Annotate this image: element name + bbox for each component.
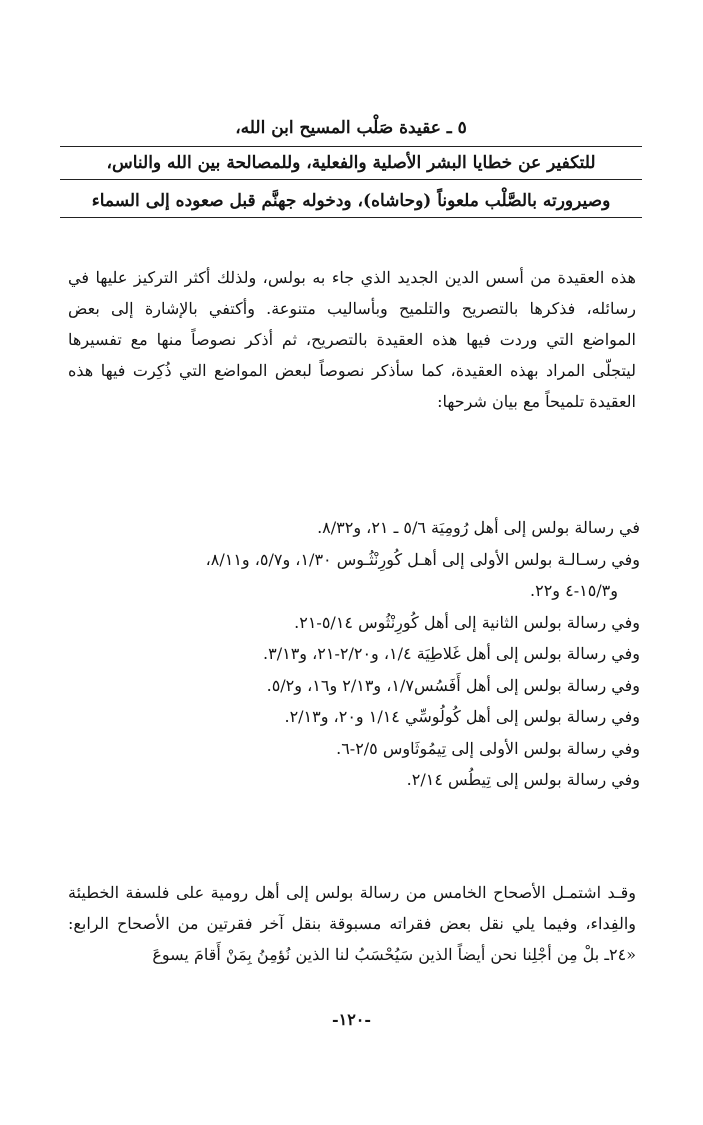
reference-colossians: وفي رسالة بولس إلى أهل كُولُوسِّي ١/١٤ و٢٠، و٢/١٣. (284, 707, 640, 726)
reference-2-corinthians: وفي رسالة بولس الثانية إلى أهل كُورِنْثُوس ٥/١٤-٢١. (294, 612, 640, 632)
references-list (40, 512, 640, 796)
page-number: -١٢٠- (331, 1010, 372, 1029)
reference-galatians: وفي رسالة بولس إلى أهل غَلاطِيَة ١/٤، و٢/٢٠-٢١، و٣/١٣. (263, 644, 640, 663)
reference-ephesians: وفي رسالة بولس إلى أهل أَفَسُس١/٧، و٢/١٣ و١٦، و٥/٢. (266, 675, 640, 695)
section-heading-title: ٥ ـ عقيدة صَلْب المسيح ابن الله، (235, 118, 467, 138)
intro-paragraph: هذه العقيدة من أسس الدين الجديد الذي جاء به بولس، ولذلك أكثر التركيز عليها في رسائله، فذكرها بالتصريح والتلميح وبأساليب متنوعة. وأكتفي بالإشارة إلى بعض المواضع التي وردت فيها هذه العقيدة بالتصريح، ثم أذكر نصوصاً منها مع تفسيرها ليتجلّى المراد بهذه العقيدة، كما سأذكر نصوصاً لبعض المواضع التي ذُكِرت فيها هذه العقيدة تلميحاً مع بيان شرحها: (68, 268, 636, 411)
section-heading-line-3: وصيرورته بالصَّلْب ملعوناً (وحاشاه)، ودخوله جهنَّم قبل صعوده إلى السماء (60, 185, 642, 218)
reference-1-corinthians-continued: و١٥/٣-٤ و٢٢. (530, 581, 618, 600)
reference-1-corinthians: وفي رسـالـة بولس الأولى إلى أهـل كُورِنْثُـوس ١/٣٠، و٥/٧، و٨/١١، (205, 549, 640, 569)
reference-romans: في رسالة بولس إلى أهل رُومِيَة ٥/٦ ـ ٢١، و٨/٣٢. (317, 518, 640, 537)
closing-paragraph: وقـد اشتمـل الأصحاح الخامس من رسالة بولس إلى أهل رومية على فلسفة الخطيئة والفِداء، وفيما يلي نقل بعض فقراته مسبوقة بنقل آخر فقرتين من الأصحاح الرابع: «٢٤ـ بلْ مِن أجْلِنا نحن أيضاً الذين سَيُحْسَبُ لنا الذين نُؤمِنُ بِمَنْ أَقامَ يسوعَ (68, 883, 636, 964)
reference-titus: وفي رسالة بولس إلى تِيطُس ٢/١٤. (406, 770, 640, 789)
section-heading-line-2: للتكفير عن خطايا البشر الأصلية والفعلية، وللمصالحة بين الله والناس، (60, 146, 642, 180)
reference-1-timothy: وفي رسالة بولس الأولى إلى تِيمُوثَاوس ٢/٥-٦. (336, 738, 640, 758)
